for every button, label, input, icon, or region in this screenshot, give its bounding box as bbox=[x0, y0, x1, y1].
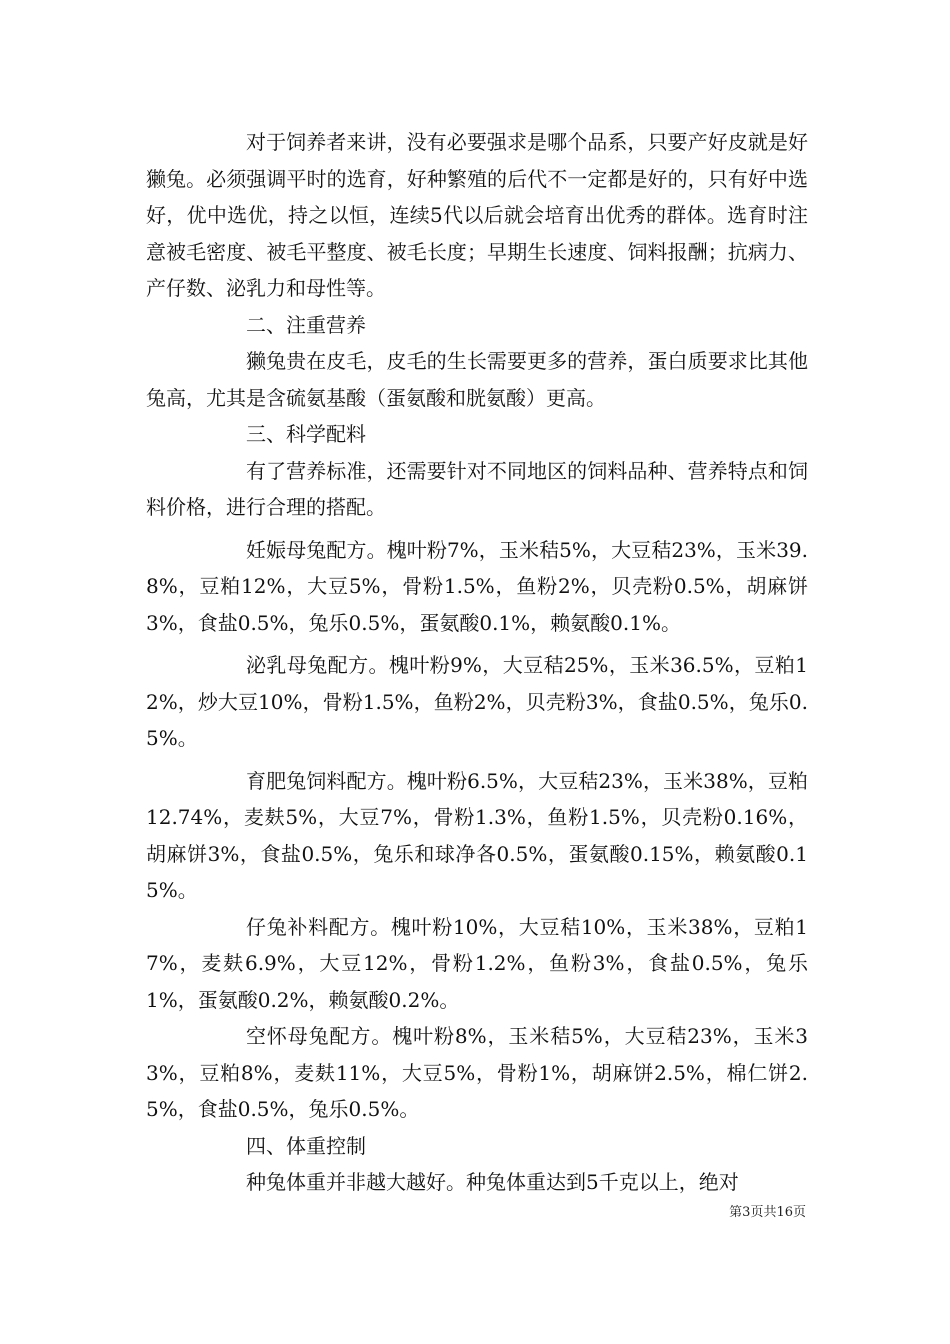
paragraph-pregnant-doe-formula: 妊娠母兔配方。槐叶粉7%，玉米秸5%，大豆秸23%，玉米39.8%，豆粕12%，大豆5%，骨粉1.5%，鱼粉2%，贝壳粉0.5%，胡麻饼3%，食盐0.5%，兔乐0.5%，蛋氨酸0.1%，赖氨酸0.1%。 bbox=[146, 537, 808, 635]
paragraph-weight-control: 种兔体重并非越大越好。种兔体重达到5千克以上，绝对 bbox=[246, 1170, 739, 1194]
paragraph-kit-formula: 仔兔补料配方。槐叶粉10%，大豆秸10%，玉米38%，豆粕17%，麦麸6.9%，大豆12%，骨粉1.2%，鱼粉3%，食盐0.5%，兔乐1%，蛋氨酸0.2%，赖氨酸0.2%。 bbox=[146, 914, 808, 1012]
paragraph-open-doe-formula: 空怀母兔配方。槐叶粉8%，玉米秸5%，大豆秸23%，玉米33%，豆粕8%，麦麸11%，大豆5%，骨粉1%，胡麻饼2.5%，棉仁饼2.5%，食盐0.5%，兔乐0.5%。 bbox=[146, 1024, 808, 1121]
paragraph-nutrition: 獭兔贵在皮毛，皮毛的生长需要更多的营养，蛋白质要求比其他兔高，尤其是含硫氨基酸（蛋氨酸和胱氨酸）更高。 bbox=[146, 349, 808, 410]
paragraph-breeding-selection: 对于饲养者来讲，没有必要强求是哪个品系，只要产好皮就是好獭兔。必须强调平时的选育，好种繁殖的后代不一定都是好的，只有好中选好，优中选优，持之以恒，连续5代以后就会培育出优秀的群体。选育时注意被毛密度、被毛平整度、被毛长度；早期生长速度、饲料报酬；抗病力、产仔数、泌乳力和母性等。 bbox=[146, 130, 808, 300]
paragraph-feed-intro: 有了营养标准，还需要针对不同地区的饲料品种、营养特点和饲料价格，进行合理的搭配。 bbox=[146, 458, 808, 519]
paragraph-fattening-formula: 育肥兔饲料配方。槐叶粉6.5%，大豆秸23%，玉米38%，豆粕12.74%，麦麸5%，大豆7%，骨粉1.3%，鱼粉1.5%，贝壳粉0.16%，胡麻饼3%，食盐0.5%，兔乐和球净各0.5%，蛋氨酸0.15%，赖氨酸0.15%。 bbox=[146, 768, 808, 902]
page-body bbox=[146, 124, 808, 1201]
page-number-footer: 第3页共16页 bbox=[729, 1205, 806, 1220]
heading-nutrition: 二、注重营养 bbox=[246, 312, 366, 337]
heading-feed-formula: 三、科学配料 bbox=[246, 422, 366, 446]
paragraph-lactating-doe-formula: 泌乳母兔配方。槐叶粉9%，大豆秸25%，玉米36.5%，豆粕12%，炒大豆10%，骨粉1.5%，鱼粉2%，贝壳粉3%，食盐0.5%，兔乐0.5%。 bbox=[146, 653, 808, 750]
heading-weight-control: 四、体重控制 bbox=[246, 1133, 366, 1158]
